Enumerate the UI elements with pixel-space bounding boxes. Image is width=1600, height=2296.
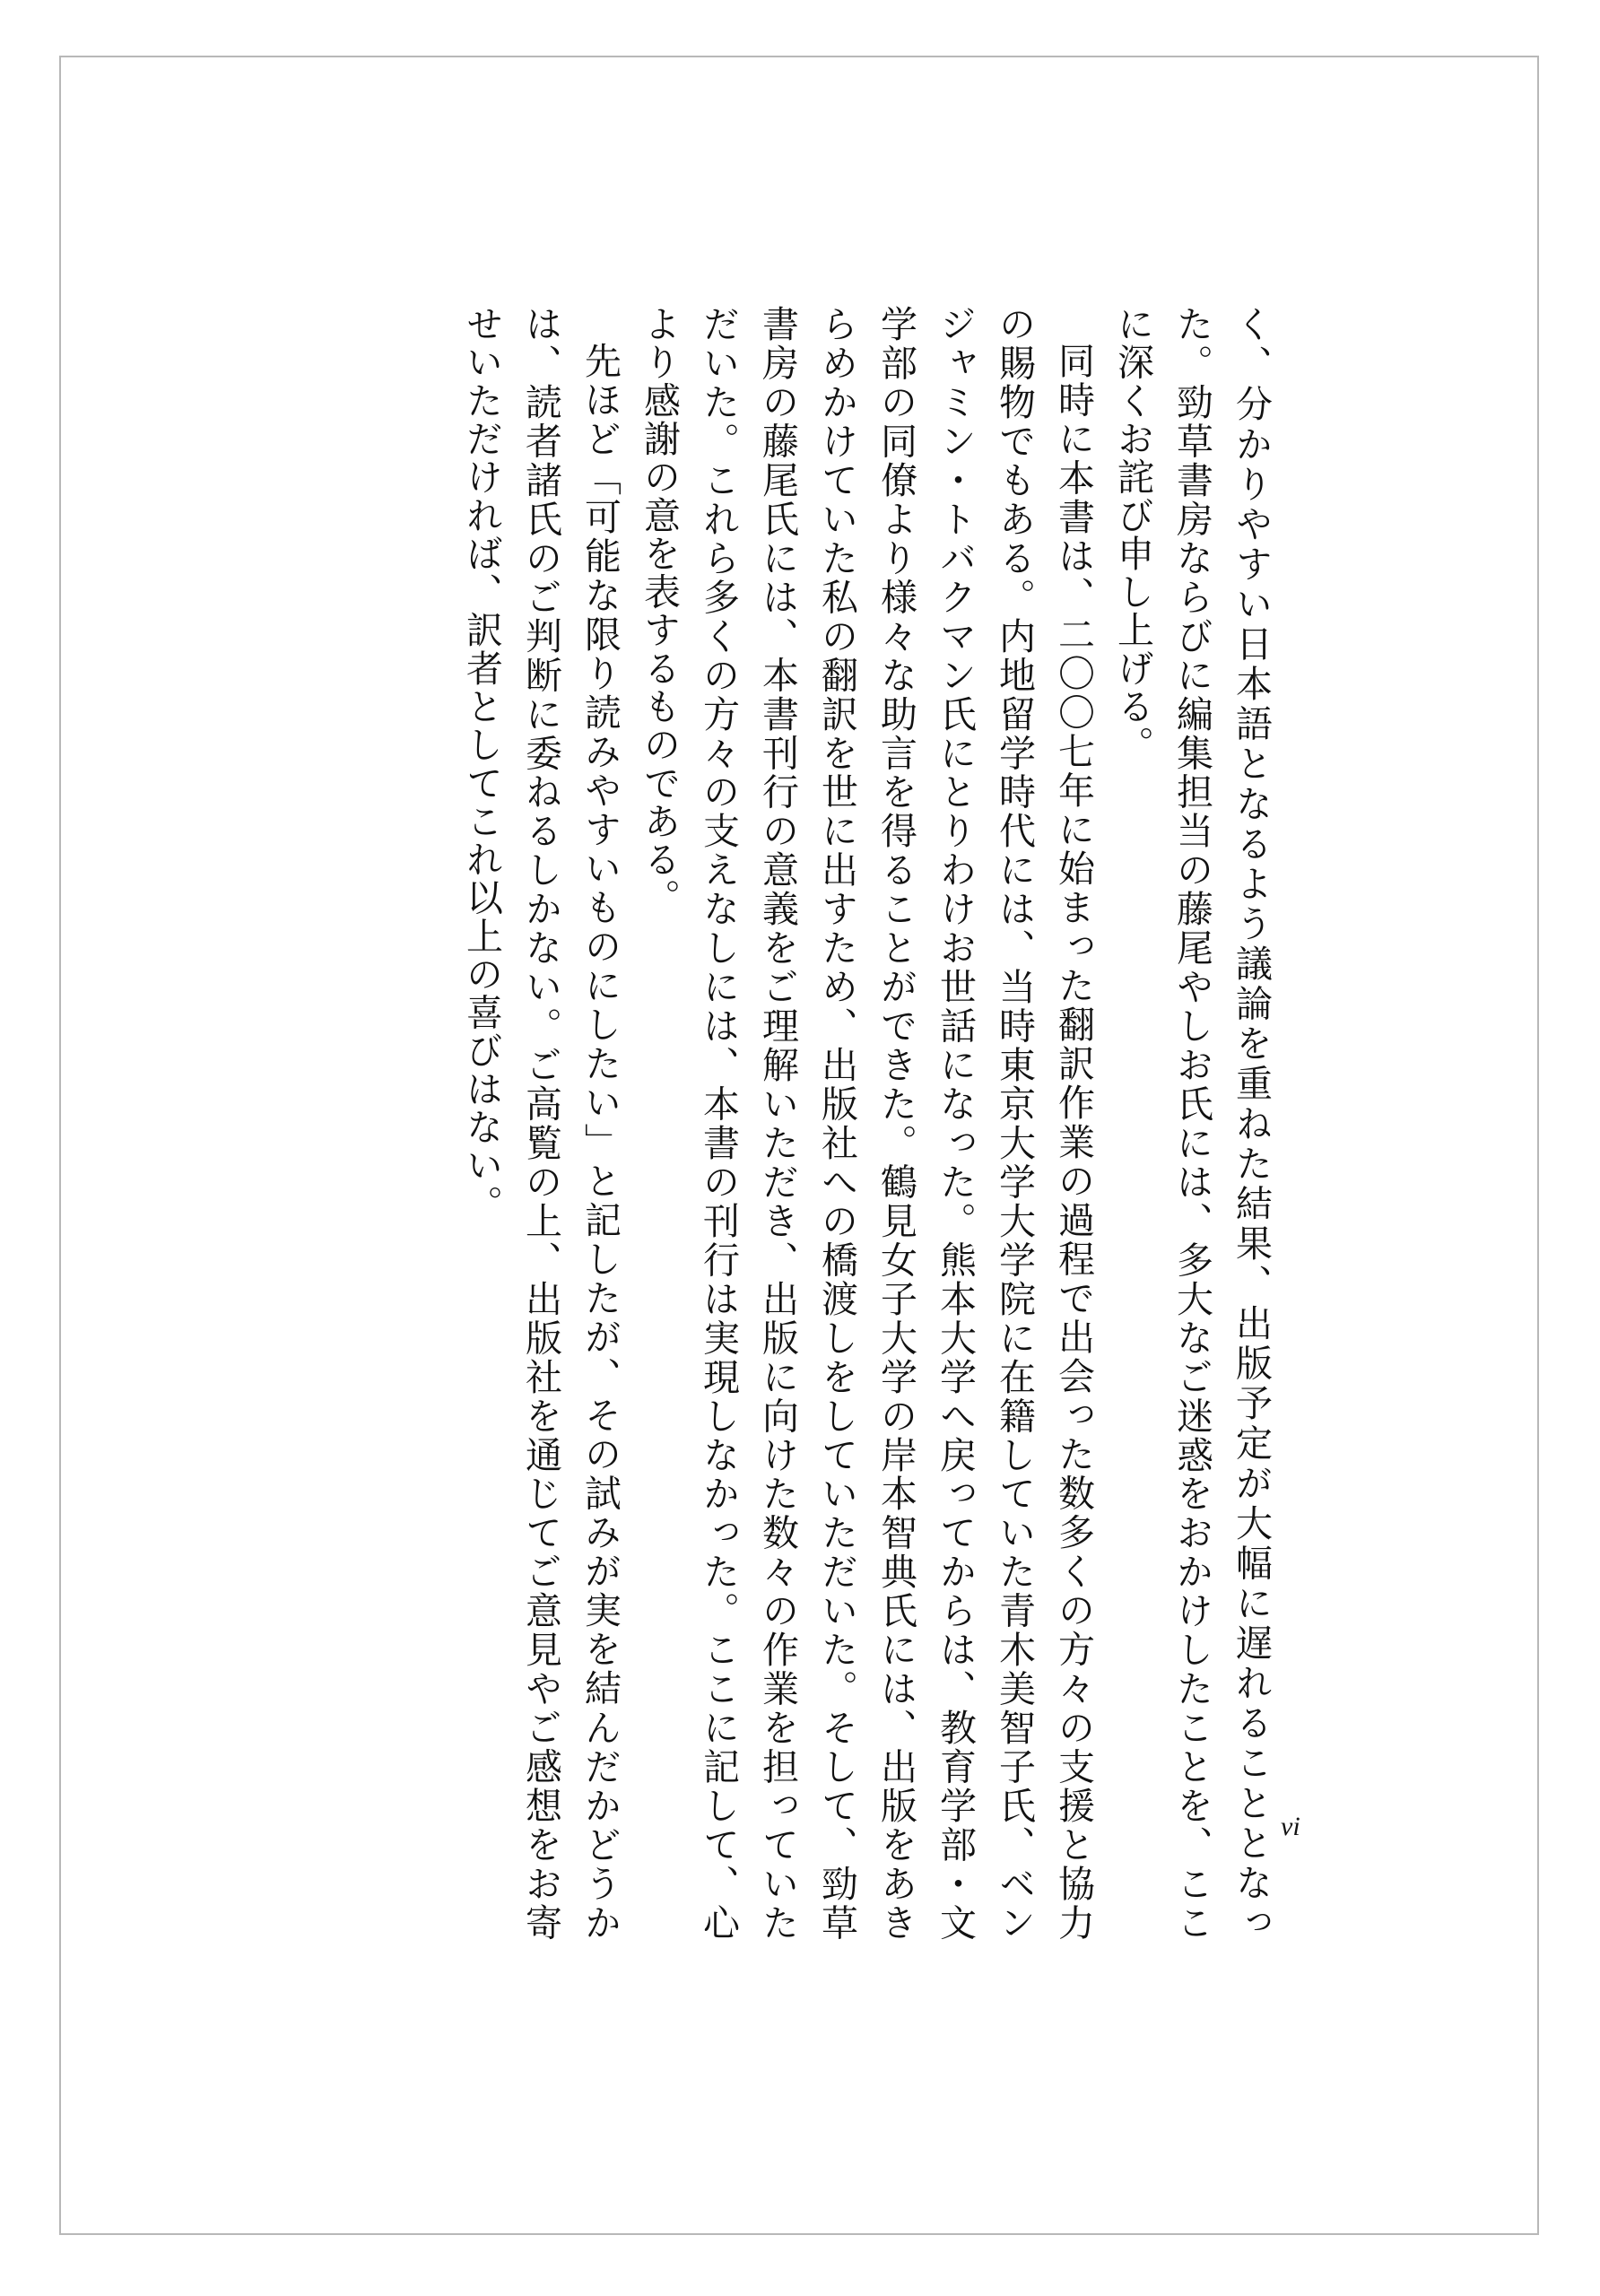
page-number: vi [1281, 1812, 1300, 1841]
paragraph-2: 同時に本書は、二〇〇七年に始まった翻訳作業の過程で出会った数多くの方々の支援と協力の賜物でもある。内地留学時代には、当時東京大学大学院に在籍していた青木美智子氏、ベンジャミン・トバクマン氏にとりわけお世話になった。熊本大学へ戻ってからは、教育学部・文学部の同僚より様々な助言を得ることができた。鶴見女子大学の岸本智典氏には、出版をあきらめかけていた私の翻訳を世に出すため、出版社への橋渡しをしていただいた。そして、勁草書房の藤尾氏には、本書刊行の意義をご理解いただき、出版に向けた数々の作業を担っていただいた。これら多くの方々の支えなしには、本書の刊行は実現しなかった。ここに記して、心より感謝の意を表するものである。 [638, 305, 1095, 1942]
paragraph-3: 先ほど「可能な限り読みやすいものにしたい」と記したが、その試みが実を結んだかどうかは、読者諸氏のご判断に委ねるしかない。ご高覧の上、出版社を通じてご意見やご感想をお寄せいただければ、訳者としてこれ以上の喜びはない。 [460, 305, 622, 1942]
paragraph-1: く、分かりやすい日本語となるよう議論を重ねた結果、出版予定が大幅に遅れることとなった。勁草書房ならびに編集担当の藤尾やしお氏には、多大なご迷惑をおかけしたことを、ここに深くお詫び申し上げる。 [1111, 305, 1273, 1942]
body-text [452, 305, 1281, 1942]
